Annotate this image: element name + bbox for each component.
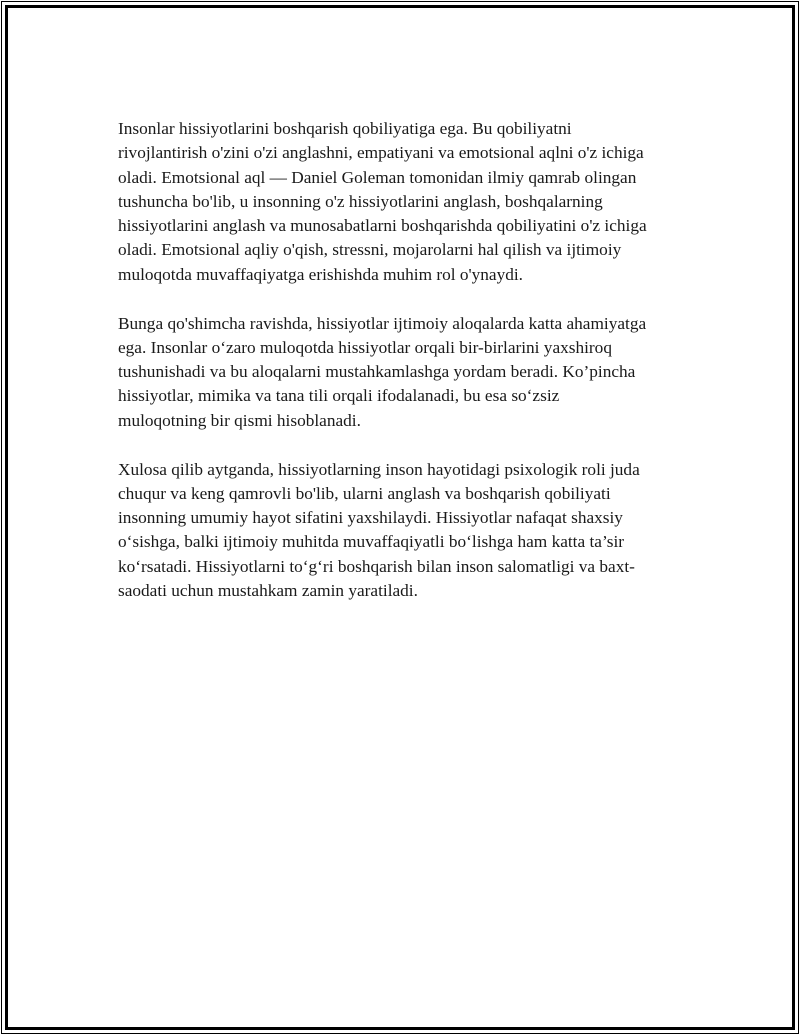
paragraph-conclusion: Xulosa qilib aytganda, hissiyotlarning inson hayotidagi psixologik roli juda chuqur va keng qamrovli bo'lib, ularni anglash va boshqarish qobiliyati insonning umumiy hayot sifatini yaxshilaydi. Hissiyotlar nafaqat shaxsiy o‘sishga, balki ijtimoiy muhitda muvaffaqiyatli bo‘lishga ham katta ta’sir ko‘rsatadi. Hissiyotlarni to‘g‘ri boshqarish bilan inson salomatligi va baxt- saodati uchun mustahkam zamin yaratiladi. xyxy=(118,459,640,601)
paragraph-emotional-intelligence: Insonlar hissiyotlarini boshqarish qobiliyatiga ega. Bu qobiliyatni rivojlantirish o'zini o'zi anglashni, empatiyani va emotsional aqlni o'z ichiga oladi. Emotsional aql — Daniel Goleman tomonidan ilmiy qamrab olingan tushuncha bo'lib, u insonning o'z hissiyotlarini anglash, boshqalarning hissiyotlarini anglash va munosabatlarni boshqarishda qobiliyatini o'z ichiga oladi. Emotsional aqliy o'qish, stressni, mojarolarni hal qilish va ijtimoiy muloqotda muvaffaqiyatga erishishda muhim rol o'ynaydi. xyxy=(118,119,647,284)
paragraph-social-connections: Bunga qo'shimcha ravishda, hissiyotlar ijtimoiy aloqalarda katta ahamiyatga ega. Insonlar o‘zaro muloqotda hissiyotlar orqali bir-birlarini yaxshiroq tushunishadi va bu aloqalarni mustahkamlashga yordam beradi. Ko’pincha hissiyotlar, mimika va tana tili orqali ifodalanadi, bu esa so‘zsiz muloqotning bir qismi hisoblanadi. xyxy=(118,313,647,430)
document-body xyxy=(118,117,684,628)
